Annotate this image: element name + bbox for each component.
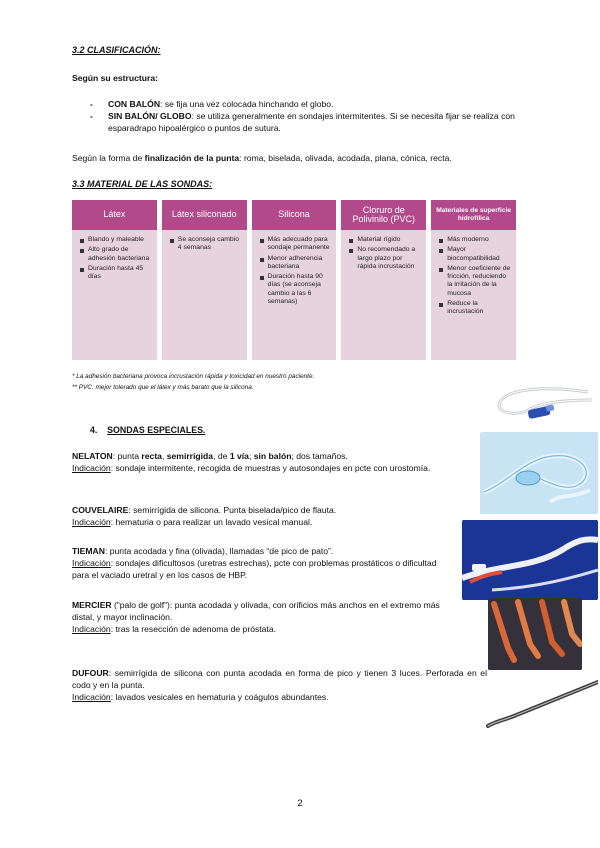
- material-point: No recomendado a largo plazo por rápida incrustación: [349, 246, 421, 271]
- item-label: SIN BALÓN/ GLOBO: [108, 111, 192, 122]
- dufour-catheter-image: [484, 676, 598, 732]
- material-point: Menor adherencia bacteriana: [260, 255, 332, 272]
- material-point: Duración hasta 45 días: [80, 265, 152, 282]
- column-header: Látex: [72, 200, 157, 230]
- material-point: Blando y maleable: [80, 236, 152, 244]
- tieman-block: [72, 545, 442, 582]
- item-text: : se fija una vez colocada hinchando el globo.: [160, 99, 334, 109]
- indication-label: Indicación: [72, 463, 111, 474]
- mercier-name: MERCIER: [72, 600, 112, 610]
- nelaton-desc: [72, 450, 452, 462]
- mercier-catheter-image: [488, 598, 582, 670]
- structure-list: [90, 98, 540, 135]
- nelaton-name: NELATON: [72, 451, 113, 461]
- nelaton-b2: semirrígida: [166, 451, 214, 461]
- materials-table: [72, 200, 516, 360]
- structure-intro-post: :: [155, 73, 158, 83]
- dufour-desc: : semirrígida de silicona con punta acodada en forma de pico y tienen 3 luces. Perforada en el codo y en la punta.: [72, 668, 487, 691]
- column-header: Látex siliconado: [162, 200, 247, 230]
- material-point: Mayor biocompatibilidad: [439, 246, 511, 263]
- structure-intro: [72, 72, 158, 84]
- mercier-block: [72, 599, 442, 636]
- structure-intro-bold: estructura: [113, 73, 156, 83]
- couvelaire-catheter-image: [480, 432, 598, 514]
- tieman-name: TIEMAN: [72, 546, 105, 556]
- dufour-block: [72, 667, 487, 704]
- section-3-2-title: 3.2 CLASIFICACIÓN:: [72, 45, 161, 55]
- nelaton-desc-1: : punta: [112, 451, 142, 461]
- tip-post: : roma, biselada, olivada, acodada, plana, cónica, recta.: [239, 153, 452, 163]
- column-header: Silicona: [252, 200, 337, 230]
- couvelaire-name: COUVELAIRE: [72, 505, 129, 515]
- section-4-title: [90, 424, 205, 436]
- nelaton-b3: 1 vía: [229, 451, 249, 461]
- material-point: Menor coeficiente de fricción, reduciendo la irritación de la mucosa: [439, 265, 511, 298]
- nelaton-catheter-image: [488, 380, 596, 428]
- nelaton-b4: sin balón: [253, 451, 292, 461]
- dufour-name: DUFOUR: [72, 668, 109, 678]
- indication-label: Indicación: [72, 692, 111, 703]
- couvelaire-block: [72, 504, 452, 528]
- tip-shape-line: [72, 152, 542, 164]
- nelaton-block: [72, 450, 452, 474]
- nelaton-desc-3: , de: [213, 451, 230, 461]
- material-point: Alto grado de adhesión bacteriana: [80, 246, 152, 263]
- nelaton-desc-4: ;: [248, 451, 254, 461]
- couvelaire-desc: : semirrígida de silicona. Punta biselada/pico de flauta.: [128, 505, 337, 515]
- item-text: : se utiliza generalmente en sondajes intermitentes. Si se necesita fijar se realiza con esparadrapo hipoalérgico o puntos de sutura.: [108, 111, 515, 134]
- tip-bold: finalización de la punta: [144, 153, 240, 163]
- mercier-indication: : tras la resección de adenoma de próstata.: [110, 624, 276, 635]
- indication-label: Indicación: [72, 558, 111, 569]
- nelaton-b1: recta: [141, 451, 162, 461]
- tieman-catheter-image: [462, 520, 598, 600]
- section-4-number: 4.: [90, 425, 98, 435]
- nelaton-desc-2: ,: [161, 451, 167, 461]
- item-label: CON BALÓN: [108, 99, 161, 109]
- material-point: Se aconseja cambio 4 semanas: [170, 236, 242, 253]
- footnote-1: * La adhesión bacteriana provoca incrustación rápida y toxicidad en nuestro paciente.: [72, 373, 315, 380]
- list-item: [90, 110, 540, 134]
- material-point: Más adecuado para sondaje permanente: [260, 236, 332, 253]
- tip-pre: Según la forma de: [72, 153, 145, 163]
- indication-label: Indicación: [72, 517, 111, 528]
- structure-intro-pre: Según su: [72, 73, 114, 83]
- nelaton-indication: [72, 462, 452, 474]
- couvelaire-indication: : hematuria o para realizar un lavado vesical manual.: [110, 517, 313, 528]
- dufour-indication: : lavados vesicales en hematuria y coágulos abundantes.: [110, 692, 329, 703]
- page-number: 2: [297, 798, 303, 809]
- material-column-hidrofilica: [431, 200, 516, 360]
- section-3-3-title: 3.3 MATERIAL DE LAS SONDAS:: [72, 179, 213, 189]
- tieman-desc: : punta acodada y fina (olivada), llamadas “de pico de pato”.: [104, 546, 334, 556]
- section-4-title-text: SONDAS ESPECIALES.: [107, 425, 206, 435]
- indication-label: Indicación: [72, 624, 111, 635]
- material-point: Material rígido: [349, 236, 421, 244]
- list-item: [90, 98, 540, 110]
- material-point: Duración hasta 90 días (se aconseja cambio a las 6 semanas): [260, 273, 332, 306]
- nelaton-indication-text: : sondaje intermitente, recogida de muestras y autosondajes en pcte con urostomía.: [110, 463, 431, 474]
- mercier-desc: (“palo de golf”): punta acodada y olivada, con orificios más anchos en el extremo más distal, y mayor inclinación.: [72, 600, 440, 623]
- column-header: Cloruro de Polivinilo (PVC): [341, 200, 426, 230]
- material-column-silicona: [252, 200, 337, 360]
- material-point: Reduce la incrustación: [439, 300, 511, 317]
- tieman-indication: : sondajes dificultosos (uretras estrechas), pcte con problemas prostáticos o dificultad para el vaciado uretral y en los casos de HBP.: [72, 558, 437, 581]
- material-column-latex: [72, 200, 157, 360]
- nelaton-desc-5: ; dos tamaños.: [291, 451, 348, 461]
- material-column-latex-siliconado: [162, 200, 247, 360]
- material-column-pvc: [341, 200, 426, 360]
- column-header: Materiales de superficie hidrofílica: [431, 200, 516, 230]
- material-point: Más moderno: [439, 236, 511, 244]
- footnote-2: ** PVC: mejor tolerado que el látex y más barato que la silicona.: [72, 384, 254, 391]
